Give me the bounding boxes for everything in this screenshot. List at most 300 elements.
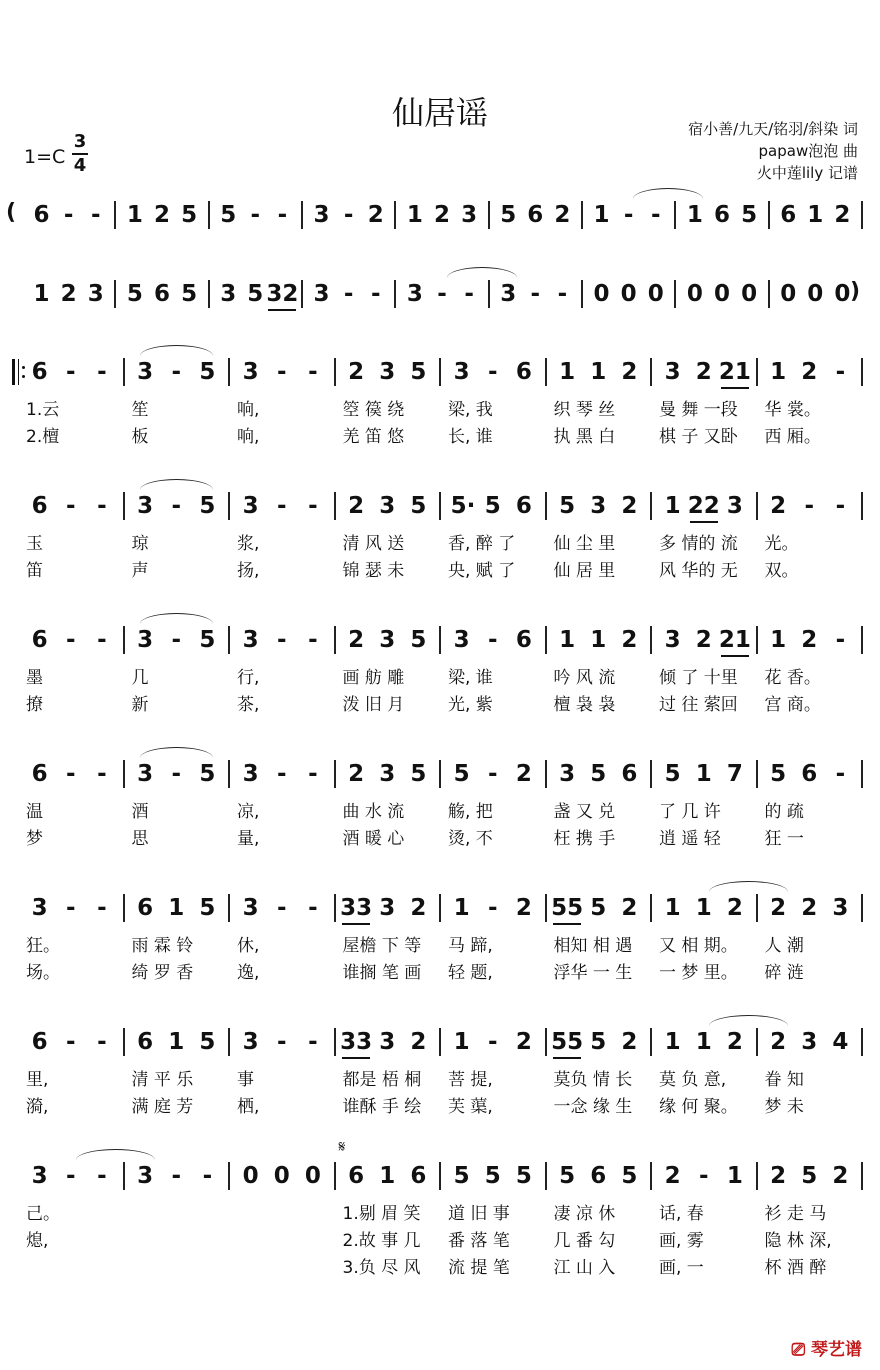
lyric-text: 茶, xyxy=(237,695,260,715)
lyric-text: 2.故 事 几 xyxy=(342,1231,421,1251)
bar-line xyxy=(861,358,863,386)
note: 3 xyxy=(590,493,607,519)
lyric-text: 烫, 不 xyxy=(448,829,493,849)
note: 5 xyxy=(559,493,576,519)
lyric-text: 墨 xyxy=(26,668,43,688)
lyric-text: 莫负 情 长 xyxy=(553,1070,633,1090)
note: 5 xyxy=(664,761,681,787)
measure xyxy=(18,1023,124,1063)
note: 2 xyxy=(348,493,365,519)
measure xyxy=(22,196,115,236)
measure xyxy=(757,353,863,393)
lyric-text: 枉 携 手 xyxy=(553,829,616,849)
lyric-text: 量, xyxy=(237,829,260,849)
lyric-text: 缘 何 聚。 xyxy=(659,1097,738,1117)
note: 1 xyxy=(770,627,787,653)
dash-extension: - xyxy=(65,895,76,921)
note: 1 xyxy=(695,895,712,921)
note: 3 xyxy=(313,281,330,307)
underline-beam xyxy=(721,387,749,389)
lyric-text: 逸, xyxy=(237,963,260,983)
lyric-text: 笛 xyxy=(26,561,43,581)
dash-extension: - xyxy=(65,359,76,385)
lyric-text: 了 几 许 xyxy=(659,802,721,822)
note: 2 xyxy=(770,1029,787,1055)
note: 5 xyxy=(181,281,198,307)
score-row-4 xyxy=(10,487,870,581)
lyric-text: 凉, xyxy=(237,802,260,822)
note: 2 xyxy=(153,202,170,228)
note: 1 xyxy=(453,1029,470,1055)
note: 0 xyxy=(741,281,758,307)
note: 1 xyxy=(559,627,576,653)
note: 6 xyxy=(137,895,154,921)
tie-arc xyxy=(140,613,214,624)
dash-extension: - xyxy=(65,1029,76,1055)
dash-extension: - xyxy=(487,761,498,787)
lyric-text: 一 梦 里。 xyxy=(659,963,738,983)
note: 3 xyxy=(453,627,470,653)
lyric-text: 事 xyxy=(237,1070,254,1090)
note: 0 xyxy=(242,1163,259,1189)
lyric-text: 扬, xyxy=(237,561,260,581)
dash-extension: - xyxy=(97,761,107,787)
measure xyxy=(124,621,230,661)
dash-extension: - xyxy=(308,359,318,385)
lyric-text: 檀 袅 袅 xyxy=(553,695,616,715)
lyric-text: 莫 负 意, xyxy=(659,1070,727,1090)
tie-arc xyxy=(140,479,214,490)
tie-arc xyxy=(447,267,517,278)
dash-extension: - xyxy=(437,281,447,307)
note: 1 xyxy=(33,281,50,307)
measure xyxy=(18,621,124,661)
lyric-text: 满 庭 芳 xyxy=(131,1097,194,1117)
note: 3 xyxy=(379,493,396,519)
measure xyxy=(440,755,546,795)
tie-arc xyxy=(140,345,214,356)
lyric-text: 声 xyxy=(131,561,149,581)
lyric-text: 芙 蕖, xyxy=(448,1097,493,1117)
lyric-text: 思 xyxy=(131,829,149,849)
dash-extension: - xyxy=(276,1029,287,1055)
lyric-text: 撩 xyxy=(26,695,43,715)
dash-extension: - xyxy=(171,493,182,519)
measure xyxy=(489,196,582,236)
lyric-text: 番 落 笔 xyxy=(448,1231,510,1251)
measure xyxy=(675,275,768,315)
note: 3 xyxy=(379,761,396,787)
note: 5 xyxy=(453,761,470,787)
lyric-text: 狂。 xyxy=(26,936,60,956)
note: 5 xyxy=(247,281,264,307)
dash-extension: - xyxy=(276,895,287,921)
note: 2 xyxy=(695,627,712,653)
note: 2 xyxy=(726,895,743,921)
note: 2 xyxy=(621,493,638,519)
measure xyxy=(769,275,862,315)
dash-extension: - xyxy=(90,202,101,228)
note: 3 xyxy=(242,761,259,787)
dash-extension: - xyxy=(97,493,107,519)
note: 5 xyxy=(199,1029,216,1055)
dash-extension: - xyxy=(623,202,634,228)
lyric-text: 双。 xyxy=(764,561,799,581)
measure xyxy=(546,487,652,527)
lyric-text: 碎 涟 xyxy=(764,963,804,983)
note: 6 xyxy=(515,359,532,385)
measure xyxy=(335,487,441,527)
lyric-text: 吟 风 流 xyxy=(553,668,616,688)
key-signature: 1=C xyxy=(24,146,66,168)
lyric-text: 央, 赋 了 xyxy=(448,561,516,581)
measure xyxy=(229,889,335,929)
note: 2 xyxy=(282,281,299,307)
note: 2 xyxy=(621,359,638,385)
note: 2 xyxy=(801,895,818,921)
lyric-text: 漪, xyxy=(26,1097,49,1117)
score-row-3 xyxy=(10,353,870,447)
lyric-text: 执 黑 白 xyxy=(553,427,616,447)
lyric-text: 凄 凉 休 xyxy=(553,1204,616,1224)
note: 2 xyxy=(695,359,712,385)
lyric-text: 眷 知 xyxy=(764,1070,804,1090)
measure xyxy=(335,1157,441,1197)
note: 5 xyxy=(199,359,216,385)
dash-extension: - xyxy=(171,761,182,787)
lyric-text: 人 潮 xyxy=(764,936,804,956)
score-row-1 xyxy=(6,196,870,236)
note: 3 xyxy=(664,359,681,385)
lyric-text: 西 厢。 xyxy=(764,427,821,447)
note: 3 xyxy=(137,1163,154,1189)
note: 5 xyxy=(590,1029,607,1055)
note: 5 xyxy=(410,627,427,653)
measure xyxy=(124,1157,230,1197)
measure xyxy=(124,889,230,929)
lyric-text: 响, xyxy=(237,400,260,420)
note: 6 xyxy=(527,202,544,228)
lyric-text: 箜 篌 绕 xyxy=(342,400,405,420)
note: 5 xyxy=(551,1029,568,1055)
lyric-text: 温 xyxy=(26,802,43,822)
lyric-text: 菩 提, xyxy=(448,1070,493,1090)
note: 3 xyxy=(559,761,576,787)
note: 3 xyxy=(340,895,357,921)
note: 2 xyxy=(832,1163,849,1189)
lyric-text: 曲 水 流 xyxy=(342,802,405,822)
measure xyxy=(229,487,335,527)
note: 5· xyxy=(450,493,476,519)
dash-extension: - xyxy=(804,493,815,519)
dash-extension: - xyxy=(171,359,182,385)
tie-arc xyxy=(633,188,703,199)
note: 5 xyxy=(551,895,568,921)
note: 2 xyxy=(718,627,735,653)
tie-arc xyxy=(76,1149,155,1160)
measure xyxy=(302,275,395,315)
underline-beam xyxy=(721,655,749,657)
note: 5 xyxy=(126,281,143,307)
measure xyxy=(651,889,757,929)
dash-extension: - xyxy=(487,627,498,653)
note: 0 xyxy=(620,281,637,307)
measure xyxy=(395,275,488,315)
note: 2 xyxy=(770,493,787,519)
dash-extension: - xyxy=(97,895,107,921)
dash-extension: - xyxy=(835,493,846,519)
measure xyxy=(651,487,757,527)
note: 2 xyxy=(60,281,77,307)
note: 5 xyxy=(453,1163,470,1189)
lyric-text: 又 相 期。 xyxy=(659,936,738,956)
lyric-text: 锦 瑟 未 xyxy=(342,561,405,581)
lyric-text: 觞, 把 xyxy=(448,802,493,822)
lyric-text: 琼 xyxy=(131,534,149,554)
note: 2 xyxy=(621,895,638,921)
measure xyxy=(18,487,124,527)
measure xyxy=(302,196,395,236)
dash-extension: - xyxy=(308,1029,318,1055)
dash-extension: - xyxy=(97,359,107,385)
lyric-text: 香, 醉 了 xyxy=(448,534,516,554)
lyric-text: 都是 梧 桐 xyxy=(342,1070,422,1090)
dash-extension: - xyxy=(487,1029,498,1055)
note: 0 xyxy=(593,281,610,307)
note: 1 xyxy=(379,1163,396,1189)
note: 2 xyxy=(703,493,720,519)
lyric-text: 隐 林 深, xyxy=(764,1231,832,1251)
dash-extension: - xyxy=(698,1163,709,1189)
measure xyxy=(229,621,335,661)
dash-extension: - xyxy=(277,202,288,228)
lyric-text: 一念 缘 生 xyxy=(553,1097,633,1117)
note: 2 xyxy=(770,895,787,921)
note: 5 xyxy=(199,895,216,921)
note: 1 xyxy=(726,1163,743,1189)
lyric-text: 画, 雾 xyxy=(659,1231,704,1251)
measure xyxy=(335,755,441,795)
measure xyxy=(757,487,863,527)
lyric-text: 梦 未 xyxy=(764,1097,804,1117)
note: 3 xyxy=(137,359,154,385)
lyric-text: 清 风 送 xyxy=(342,534,405,554)
lyric-text: 多 情的 流 xyxy=(659,534,738,554)
measure xyxy=(229,1157,335,1197)
note: 5 xyxy=(199,761,216,787)
note: 0 xyxy=(647,281,664,307)
lyric-text: 狂 一 xyxy=(764,829,804,849)
lyric-text: 绮 罗 香 xyxy=(131,963,194,983)
note: 1 xyxy=(686,202,703,228)
measure xyxy=(335,621,441,661)
score-row-6 xyxy=(10,755,870,849)
measure xyxy=(757,889,863,929)
note: 2 xyxy=(687,493,704,519)
note: 5 xyxy=(410,493,427,519)
note: 3 xyxy=(379,627,396,653)
note: 2 xyxy=(367,202,384,228)
lyric-text: 栖, xyxy=(237,1097,260,1117)
dash-extension: - xyxy=(650,202,661,228)
dash-extension: - xyxy=(276,627,287,653)
measure xyxy=(18,889,124,929)
note: 0 xyxy=(273,1163,290,1189)
note: 5 xyxy=(801,1163,818,1189)
bar-line xyxy=(861,894,863,922)
note: 5 xyxy=(199,627,216,653)
measure xyxy=(546,1157,652,1197)
measure xyxy=(229,755,335,795)
dash-extension: - xyxy=(65,761,76,787)
measure xyxy=(124,487,230,527)
lyric-text: 仙 尘 里 xyxy=(553,534,616,554)
note: 2 xyxy=(433,202,450,228)
note: 3 xyxy=(242,359,259,385)
note: 6 xyxy=(801,761,818,787)
note: 3 xyxy=(453,359,470,385)
lyric-text: 衫 走 马 xyxy=(764,1204,827,1224)
tie-arc xyxy=(709,881,788,892)
dash-extension: - xyxy=(97,1163,107,1189)
intro-open-paren: ( xyxy=(6,200,17,225)
lyric-text: 板 xyxy=(131,427,149,447)
note: 3 xyxy=(242,627,259,653)
bar-line xyxy=(861,760,863,788)
note: 3 xyxy=(379,895,396,921)
score-row-7 xyxy=(10,889,870,983)
measure xyxy=(546,621,652,661)
dash-extension: - xyxy=(487,359,498,385)
measure xyxy=(582,196,675,236)
lyric-text: 新 xyxy=(131,695,149,715)
dash-extension: - xyxy=(97,627,107,653)
lyricist-credit: 宿小善/九天/铭羽/斜染 词 xyxy=(688,120,858,138)
note: 6 xyxy=(515,627,532,653)
lyric-text: 道 旧 事 xyxy=(448,1204,510,1224)
measure xyxy=(124,353,230,393)
measure xyxy=(124,755,230,795)
note: 4 xyxy=(832,1029,849,1055)
note: 6 xyxy=(153,281,170,307)
lyric-text: 宫 商。 xyxy=(764,695,821,715)
note: 0 xyxy=(686,281,703,307)
score-row-5 xyxy=(10,621,870,715)
lyric-text: 羌 笛 悠 xyxy=(342,427,405,447)
bar-line xyxy=(861,626,863,654)
note: 2 xyxy=(621,627,638,653)
dash-extension: - xyxy=(370,281,381,307)
lyric-text: 江 山 入 xyxy=(553,1258,616,1278)
lyric-text: 曼 舞 一段 xyxy=(659,400,738,420)
time-signature xyxy=(72,132,88,176)
lyric-text: 梁, 我 xyxy=(448,400,493,420)
measure xyxy=(209,275,302,315)
note: 1 xyxy=(695,1029,712,1055)
note: 5 xyxy=(590,761,607,787)
note: 6 xyxy=(410,1163,427,1189)
dash-extension: - xyxy=(835,761,846,787)
dash-extension: - xyxy=(276,359,287,385)
lyric-text: 仙 居 里 xyxy=(553,561,616,581)
underline-beam xyxy=(342,923,370,925)
bar-line xyxy=(861,1028,863,1056)
note: 1 xyxy=(734,359,751,385)
dash-extension: - xyxy=(464,281,474,307)
lyric-text: 3.负 尽 风 xyxy=(342,1258,421,1278)
dash-extension: - xyxy=(97,1029,107,1055)
bar-line xyxy=(861,492,863,520)
note: 5 xyxy=(484,1163,501,1189)
measure xyxy=(546,889,652,929)
measure xyxy=(651,755,757,795)
note: 3 xyxy=(242,493,259,519)
note: 6 xyxy=(713,202,730,228)
measure xyxy=(651,1157,757,1197)
lyric-text: 马 蹄, xyxy=(448,936,493,956)
note: 3 xyxy=(406,281,423,307)
dash-extension: - xyxy=(276,761,287,787)
lyric-text: 玉 xyxy=(26,534,43,554)
lyric-text: 浮华 一 生 xyxy=(553,963,633,983)
lyric-text: 梁, 谁 xyxy=(448,668,493,688)
note: 1 xyxy=(126,202,143,228)
note: 1 xyxy=(590,627,607,653)
note: 1 xyxy=(807,202,824,228)
note: 6 xyxy=(31,359,48,385)
note: 1 xyxy=(695,761,712,787)
note: 3 xyxy=(313,202,330,228)
note: 5 xyxy=(410,761,427,787)
note: 5 xyxy=(567,1029,584,1055)
note: 0 xyxy=(304,1163,321,1189)
score-row-9 xyxy=(10,1137,870,1278)
underline-beam xyxy=(342,1057,370,1059)
dash-extension: - xyxy=(557,281,568,307)
lyric-text: 长, 谁 xyxy=(448,427,493,447)
lyric-text: 话, 春 xyxy=(659,1204,704,1224)
note: 2 xyxy=(348,359,365,385)
measure xyxy=(335,1023,441,1063)
dash-extension: - xyxy=(343,202,354,228)
note: 0 xyxy=(807,281,824,307)
note: 3 xyxy=(87,281,104,307)
lyric-text: 棋 子 又卧 xyxy=(659,427,738,447)
note: 3 xyxy=(801,1029,818,1055)
dash-extension: - xyxy=(202,1163,213,1189)
dash-extension: - xyxy=(65,627,76,653)
measure xyxy=(440,889,546,929)
lyric-text: 相知 相 遇 xyxy=(553,936,633,956)
note: 3 xyxy=(379,1029,396,1055)
note: 1 xyxy=(593,202,610,228)
logo-text: 琴艺谱 xyxy=(811,1340,862,1360)
note: 2 xyxy=(718,359,735,385)
lyric-text: 休, xyxy=(237,936,260,956)
note: 2 xyxy=(348,761,365,787)
note: 3 xyxy=(664,627,681,653)
lyric-text: 光。 xyxy=(764,534,799,554)
dash-extension: - xyxy=(308,761,318,787)
dash-extension: - xyxy=(250,202,261,228)
lyric-text: 华 裳。 xyxy=(764,400,821,420)
note: 5 xyxy=(410,359,427,385)
lyric-text: 谁酥 手 绘 xyxy=(342,1097,422,1117)
intro-close-paren: ) xyxy=(850,279,861,304)
lyric-text: 1.云 xyxy=(26,400,60,420)
note: 3 xyxy=(356,1029,373,1055)
note: 6 xyxy=(33,202,50,228)
